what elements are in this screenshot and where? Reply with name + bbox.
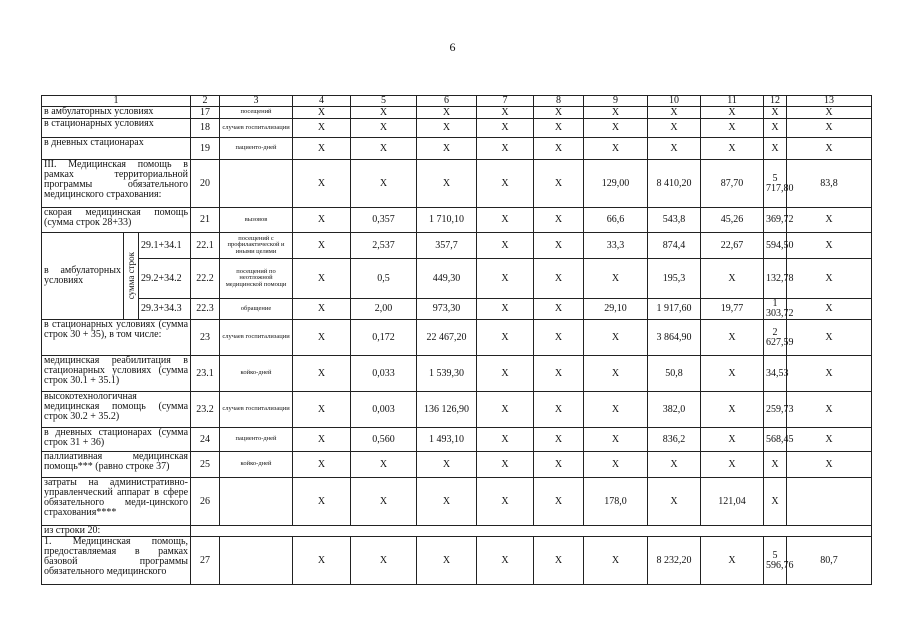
value-cell: 543,8 (648, 208, 701, 233)
value-cell: X (477, 107, 534, 119)
table-row (42, 160, 872, 208)
table-row (42, 107, 872, 119)
value-cell: X (764, 119, 787, 138)
value-cell: X (701, 392, 764, 428)
value-cell: X (648, 138, 701, 160)
value-cell: X (477, 208, 534, 233)
row-unit (220, 160, 293, 208)
value-cell: 50,8 (648, 356, 701, 392)
value-cell: X (417, 119, 477, 138)
value-cell: X (787, 107, 872, 119)
row-number: 25 (191, 452, 220, 478)
table-row (42, 138, 872, 160)
table-row (42, 356, 872, 392)
value-cell: 2 627,59 (764, 320, 787, 356)
value-cell: X (351, 138, 417, 160)
header-cell: 11 (701, 96, 764, 107)
value-cell: 2,537 (351, 233, 417, 259)
row-label: в стационарных условиях (42, 119, 191, 138)
header-cell: 12 (764, 96, 787, 107)
table-row (42, 299, 872, 320)
value-cell: 129,00 (584, 160, 648, 208)
value-cell: X (534, 233, 584, 259)
value-cell: 83,8 (787, 160, 872, 208)
value-cell (787, 478, 872, 526)
value-cell: 0,357 (351, 208, 417, 233)
value-cell: X (584, 107, 648, 119)
row-number: 23 (191, 320, 220, 356)
value-cell: 136 126,90 (417, 392, 477, 428)
value-cell: X (534, 160, 584, 208)
value-cell: X (584, 138, 648, 160)
row-label: 1. Медицинская помощь, предоставляемая в рамках базовой программы обязательного медицинского (42, 537, 191, 585)
value-cell: 178,0 (584, 478, 648, 526)
value-cell: X (477, 392, 534, 428)
value-cell: 0,003 (351, 392, 417, 428)
value-cell: X (701, 138, 764, 160)
table-row (42, 452, 872, 478)
value-cell: 1 539,30 (417, 356, 477, 392)
row-number: 27 (191, 537, 220, 585)
value-cell: 121,04 (701, 478, 764, 526)
value-cell: X (764, 452, 787, 478)
vertical-label (124, 233, 139, 320)
table-row (42, 208, 872, 233)
value-cell: X (293, 537, 351, 585)
table-row (42, 259, 872, 299)
row-number: 17 (191, 107, 220, 119)
value-cell: X (787, 320, 872, 356)
row-unit: посещений с профилактической и иными целями (220, 233, 293, 259)
empty-cell (191, 526, 872, 537)
value-cell: X (764, 478, 787, 526)
value-cell: 2,00 (351, 299, 417, 320)
header-cell: 4 (293, 96, 351, 107)
value-cell: 568,45 (764, 428, 787, 452)
value-cell: X (787, 138, 872, 160)
row-unit: койко-дней (220, 356, 293, 392)
header-cell: 13 (787, 96, 872, 107)
row-number: 26 (191, 478, 220, 526)
value-cell: 5 717,80 (764, 160, 787, 208)
data-table (41, 95, 872, 585)
value-cell: X (648, 478, 701, 526)
value-cell: 973,30 (417, 299, 477, 320)
value-cell: X (764, 107, 787, 119)
sub-row-label: 29.3+34.3 (139, 299, 191, 320)
value-cell: X (417, 452, 477, 478)
value-cell: 22 467,20 (417, 320, 477, 356)
value-cell: X (534, 392, 584, 428)
value-cell: X (701, 259, 764, 299)
table-row (42, 428, 872, 452)
sub-row-label: 29.1+34.1 (139, 233, 191, 259)
value-cell: X (293, 160, 351, 208)
value-cell: 594,50 (764, 233, 787, 259)
value-cell: 66,6 (584, 208, 648, 233)
value-cell: X (648, 119, 701, 138)
value-cell: X (584, 452, 648, 478)
value-cell: 259,73 (764, 392, 787, 428)
value-cell: 1 493,10 (417, 428, 477, 452)
value-cell: X (417, 138, 477, 160)
header-cell: 8 (534, 96, 584, 107)
value-cell: 45,26 (701, 208, 764, 233)
value-cell: X (701, 356, 764, 392)
value-cell: X (477, 233, 534, 259)
row-number: 22.3 (191, 299, 220, 320)
row-label: в амбулаторных условиях (42, 233, 124, 320)
header-cell: 3 (220, 96, 293, 107)
header-cell: 1 (42, 96, 191, 107)
value-cell: X (534, 138, 584, 160)
value-cell: 874,4 (648, 233, 701, 259)
value-cell: X (477, 138, 534, 160)
value-cell: X (477, 299, 534, 320)
value-cell: X (534, 452, 584, 478)
value-cell: X (701, 428, 764, 452)
value-cell: 3 864,90 (648, 320, 701, 356)
value-cell: X (534, 259, 584, 299)
value-cell: X (534, 428, 584, 452)
row-unit: койко-дней (220, 452, 293, 478)
value-cell: X (417, 478, 477, 526)
row-unit: случаев госпитализации (220, 119, 293, 138)
row-label: в стационарных условиях (сумма строк 30 + 35), в том числе: (42, 320, 191, 356)
value-cell: X (584, 356, 648, 392)
row-label: затраты на административно-управленческий аппарат в сфере обязательного меди-цинского страхования**** (42, 478, 191, 526)
row-number: 24 (191, 428, 220, 452)
value-cell: X (477, 428, 534, 452)
value-cell: 33,3 (584, 233, 648, 259)
value-cell: 0,560 (351, 428, 417, 452)
value-cell: X (293, 107, 351, 119)
value-cell: X (351, 452, 417, 478)
value-cell: X (351, 107, 417, 119)
value-cell: X (477, 452, 534, 478)
value-cell: X (293, 233, 351, 259)
value-cell: X (787, 299, 872, 320)
value-cell: 19,77 (701, 299, 764, 320)
value-cell: X (584, 259, 648, 299)
value-cell: 34,53 (764, 356, 787, 392)
value-cell: X (701, 107, 764, 119)
value-cell: X (787, 119, 872, 138)
header-cell: 10 (648, 96, 701, 107)
value-cell: X (787, 428, 872, 452)
row-label: медицинская реабилитация в стационарных условиях (сумма строк 30.1 + 35.1) (42, 356, 191, 392)
row-label: из строки 20: (42, 526, 191, 537)
value-cell: X (351, 478, 417, 526)
value-cell: X (477, 160, 534, 208)
value-cell: X (293, 452, 351, 478)
table-row (42, 478, 872, 526)
value-cell: X (584, 119, 648, 138)
value-cell: 22,67 (701, 233, 764, 259)
value-cell: 836,2 (648, 428, 701, 452)
value-cell: X (701, 119, 764, 138)
sub-row-label: 29.2+34.2 (139, 259, 191, 299)
value-cell: X (477, 320, 534, 356)
value-cell: X (787, 452, 872, 478)
value-cell: X (648, 452, 701, 478)
row-label: паллиативная медицинская помощь*** (равно строке 37) (42, 452, 191, 478)
value-cell: X (787, 356, 872, 392)
value-cell: X (477, 478, 534, 526)
header-cell: 6 (417, 96, 477, 107)
row-label: высокотехнологичная медицинская помощь (сумма строк 30.2 + 35.2) (42, 392, 191, 428)
value-cell: 0,5 (351, 259, 417, 299)
table-row (42, 537, 872, 585)
row-number: 20 (191, 160, 220, 208)
value-cell: X (787, 233, 872, 259)
page-number: 6 (449, 40, 456, 54)
row-unit: случаев госпитализации (220, 392, 293, 428)
value-cell: X (293, 259, 351, 299)
value-cell: X (293, 392, 351, 428)
table-row (42, 119, 872, 138)
value-cell: X (701, 452, 764, 478)
row-number: 22.2 (191, 259, 220, 299)
value-cell: X (477, 119, 534, 138)
row-unit: обращение (220, 299, 293, 320)
header-cell: 9 (584, 96, 648, 107)
value-cell: X (351, 119, 417, 138)
row-unit: вызовов (220, 208, 293, 233)
value-cell: 8 232,20 (648, 537, 701, 585)
value-cell: X (648, 107, 701, 119)
value-cell: X (293, 299, 351, 320)
value-cell: X (293, 320, 351, 356)
table-row (42, 320, 872, 356)
header-cell: 2 (191, 96, 220, 107)
value-cell: X (293, 356, 351, 392)
value-cell: X (701, 537, 764, 585)
row-unit: пациенто-дней (220, 138, 293, 160)
value-cell: X (417, 537, 477, 585)
value-cell: 132,78 (764, 259, 787, 299)
row-number: 23.1 (191, 356, 220, 392)
row-label: III. Медицинская помощь в рамках территориальной программы обязательного медицинского страхования: (42, 160, 191, 208)
value-cell: X (293, 208, 351, 233)
row-label: скорая медицинская помощь (сумма строк 28+33) (42, 208, 191, 233)
value-cell: X (764, 138, 787, 160)
row-unit: случаев госпитализации (220, 320, 293, 356)
value-cell: X (787, 259, 872, 299)
value-cell: 449,30 (417, 259, 477, 299)
value-cell: X (293, 478, 351, 526)
value-cell: X (584, 392, 648, 428)
row-unit (220, 537, 293, 585)
value-cell: 0,172 (351, 320, 417, 356)
value-cell: X (584, 428, 648, 452)
value-cell: 29,10 (584, 299, 648, 320)
value-cell: X (534, 478, 584, 526)
value-cell: X (293, 119, 351, 138)
table-row (42, 233, 872, 259)
row-number: 18 (191, 119, 220, 138)
row-unit: посещений по неотложной медицинской помощи (220, 259, 293, 299)
value-cell: X (534, 299, 584, 320)
value-cell: X (351, 160, 417, 208)
value-cell: 382,0 (648, 392, 701, 428)
value-cell: X (534, 356, 584, 392)
row-unit: пациенто-дней (220, 428, 293, 452)
row-label: в дневных стационарах (сумма строк 31 + 36) (42, 428, 191, 452)
row-number: 21 (191, 208, 220, 233)
value-cell: 1 303,72 (764, 299, 787, 320)
value-cell: 87,70 (701, 160, 764, 208)
row-unit: посещений (220, 107, 293, 119)
value-cell: X (534, 119, 584, 138)
table-row (42, 392, 872, 428)
value-cell: X (477, 259, 534, 299)
value-cell: X (787, 392, 872, 428)
value-cell: X (293, 138, 351, 160)
value-cell: 0,033 (351, 356, 417, 392)
value-cell: X (584, 320, 648, 356)
value-cell: X (534, 320, 584, 356)
value-cell: 1 917,60 (648, 299, 701, 320)
value-cell: X (417, 160, 477, 208)
value-cell: X (701, 320, 764, 356)
row-unit (220, 478, 293, 526)
value-cell: X (787, 208, 872, 233)
vertical-label-text: сумма строк (126, 252, 136, 300)
value-cell: X (293, 428, 351, 452)
value-cell: X (534, 537, 584, 585)
header-row (42, 96, 872, 107)
value-cell: 195,3 (648, 259, 701, 299)
value-cell: 5 596,76 (764, 537, 787, 585)
row-number: 23.2 (191, 392, 220, 428)
row-number: 19 (191, 138, 220, 160)
value-cell: 1 710,10 (417, 208, 477, 233)
value-cell: X (534, 208, 584, 233)
row-label: в амбулаторных условиях (42, 107, 191, 119)
value-cell: X (417, 107, 477, 119)
value-cell: X (351, 537, 417, 585)
value-cell: X (534, 107, 584, 119)
value-cell: X (584, 537, 648, 585)
value-cell: 80,7 (787, 537, 872, 585)
value-cell: 369,72 (764, 208, 787, 233)
value-cell: X (477, 537, 534, 585)
value-cell: 357,7 (417, 233, 477, 259)
header-cell: 5 (351, 96, 417, 107)
value-cell: 8 410,20 (648, 160, 701, 208)
table-row (42, 526, 872, 537)
value-cell: X (477, 356, 534, 392)
row-label: в дневных стационарах (42, 138, 191, 160)
header-cell: 7 (477, 96, 534, 107)
row-number: 22.1 (191, 233, 220, 259)
